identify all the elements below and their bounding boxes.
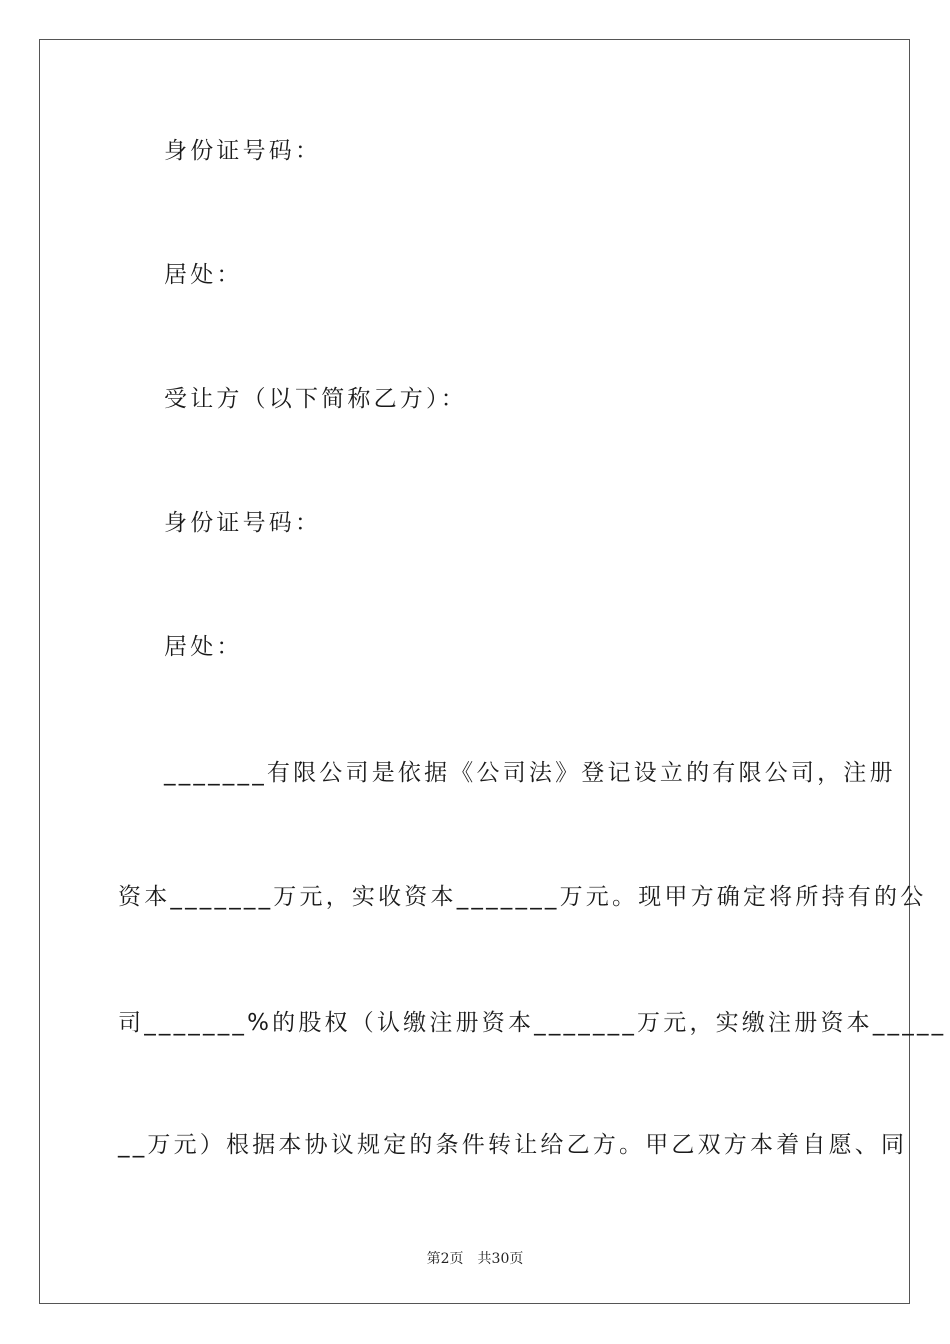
body-paragraph-line-1: _______有限公司是依据《公司法》登记设立的有限公司，注册: [164, 760, 896, 786]
transferor-id-number-label: 身份证号码：: [164, 138, 322, 164]
transferee-residence-label: 居处：: [164, 634, 243, 660]
transferee-heading: 受让方（以下简称乙方）：: [164, 386, 467, 412]
page-number-footer: 第2页 共30页: [426, 1251, 524, 1267]
body-paragraph-line-2: 资本_______万元，实收资本_______万元。现甲方确定将所持有的公: [118, 884, 927, 910]
transferor-residence-label: 居处：: [164, 262, 243, 288]
transferee-id-number-label: 身份证号码：: [164, 510, 322, 536]
page-border: [39, 39, 947, 1304]
body-paragraph-line-3: 司_______%的股权（认缴注册资本_______万元，实缴注册资本_____: [118, 1010, 947, 1036]
body-paragraph-line-4: __万元）根据本协议规定的条件转让给乙方。甲乙双方本着自愿、同: [118, 1132, 908, 1158]
